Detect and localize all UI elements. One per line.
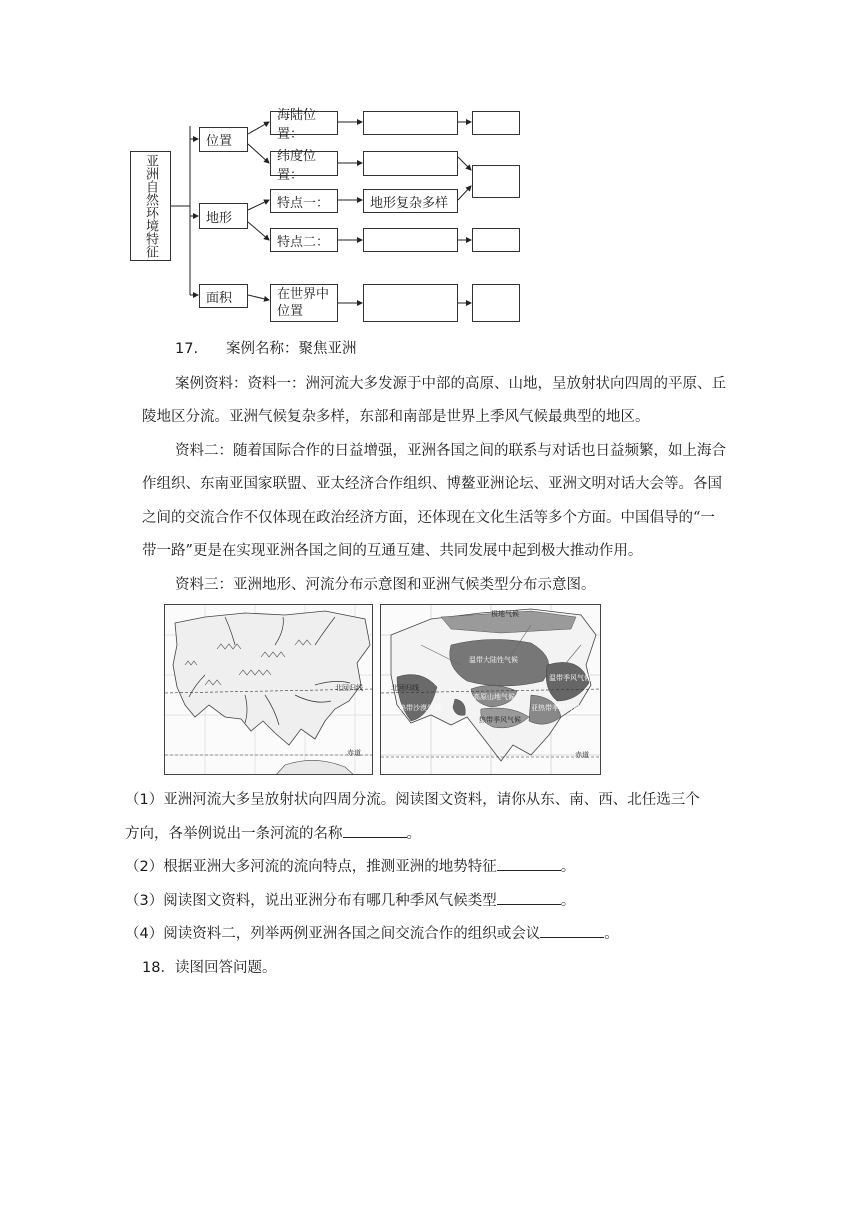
- q17-case-name: 案例名称：聚焦亚洲: [226, 341, 357, 357]
- root-box: 亚洲自然环境特征: [130, 151, 171, 261]
- terrain-answer-box: 地形复杂多样: [363, 189, 458, 213]
- q18-text: 18．读图回答问题。: [142, 960, 277, 976]
- material2-line3: 之间的交流合作不仅体现在政治经济方面，还体现在文化生活等多个方面。中国倡导的“一: [142, 510, 715, 526]
- sub3-line: [125, 891, 860, 911]
- material3-line: 资料三：亚洲地形、河流分布示意图和亚洲气候类型分布示意图。: [175, 577, 596, 593]
- sea-land-position-box: 海陆位置：: [270, 111, 338, 135]
- sub1-line2: [125, 824, 860, 844]
- sub3-text: （3）阅读图文资料，说出亚洲分布有哪几种季风气候类型: [125, 893, 497, 909]
- level1-terrain: 地形: [199, 203, 248, 229]
- sub1-line1: （1）亚洲河流大多呈放射状向四周分流。阅读图文资料，请你从东、南、西、北任选三个: [125, 792, 700, 808]
- material1-line1: 案例资料：资料一：洲河流大多发源于中部的高原、山地，呈放射状向四周的平原、丘: [175, 376, 726, 392]
- left-map-tropic-label: 北回归线: [335, 684, 363, 692]
- q17-number: 17.: [175, 341, 199, 357]
- period: 。: [560, 893, 576, 909]
- label-subtropical-monsoon: 亚热带季风气候: [531, 704, 580, 712]
- material2-line2: 作组织、东南亚国家联盟、亚太经济合作组织、博鳌亚洲论坛、亚洲文明对话大会等。各国: [142, 476, 722, 492]
- period: 。: [604, 926, 619, 942]
- answer-box-area: [363, 284, 458, 322]
- level1-position: 位置: [199, 127, 248, 152]
- right-map-tropic-label: 北回归线: [391, 684, 419, 692]
- result-box-1: [472, 111, 520, 135]
- period: 。: [560, 859, 576, 875]
- right-map-equator-label: 赤道: [575, 751, 589, 759]
- answer-blank-4[interactable]: [540, 925, 604, 938]
- material1-line2: 陵地区分流。亚洲气候复杂多样，东部和南部是世界上季风气候最典型的地区。: [142, 409, 650, 425]
- sub4-line: [125, 924, 860, 944]
- answer-box-sea-land: [363, 111, 458, 135]
- left-map-equator-label: 赤道: [347, 749, 361, 757]
- climate-map: [380, 604, 601, 775]
- terrain-river-map: [164, 604, 373, 775]
- answer-box-feature2: [363, 228, 458, 252]
- asia-maps: [164, 604, 601, 775]
- answer-blank-2[interactable]: [497, 858, 561, 871]
- material2-line4: 带一路”更是在实现亚洲各国之间的互通互建、共同发展中起到极大推动作用。: [142, 543, 643, 559]
- period: 。: [406, 826, 421, 842]
- sub2-line: [125, 857, 860, 877]
- latitude-position-box: 纬度位置：: [270, 151, 338, 176]
- concept-diagram: [0, 0, 860, 340]
- sub4-text: （4）阅读资料二，列举两例亚洲各国之间交流合作的组织或会议: [125, 926, 541, 942]
- result-box-4: [472, 284, 520, 322]
- label-plateau-climate: 高原山地气候: [473, 693, 515, 701]
- answer-box-latitude: [363, 151, 458, 176]
- label-temperate-monsoon: 温带季风气候: [549, 674, 591, 682]
- label-tropical-monsoon: 热带季风气候: [479, 716, 521, 724]
- level1-area: 面积: [199, 284, 248, 308]
- sub1-text: 方向，各举例说出一条河流的名称: [125, 826, 343, 842]
- answer-blank-1[interactable]: [343, 825, 407, 838]
- world-position-box: 在世界中位置: [270, 284, 338, 322]
- label-polar-climate: 极地气候: [491, 610, 519, 618]
- answer-blank-3[interactable]: [497, 892, 561, 905]
- result-box-3: [472, 228, 520, 252]
- material2-line1: 资料二：随着国际合作的日益增强，亚洲各国之间的联系与对话也日益频繁，如上海合: [175, 443, 726, 459]
- label-temperate-continental: 温带大陆性气候: [469, 656, 518, 664]
- terrain-feature1-box: 特点一：: [270, 189, 338, 213]
- terrain-feature2-box: 特点二：: [270, 228, 338, 252]
- sub2-text: （2）根据亚洲大多河流的流向特点，推测亚洲的地势特征: [125, 859, 497, 875]
- label-tropical-desert: 热带沙漠气候: [399, 704, 441, 712]
- result-box-2: [472, 165, 520, 198]
